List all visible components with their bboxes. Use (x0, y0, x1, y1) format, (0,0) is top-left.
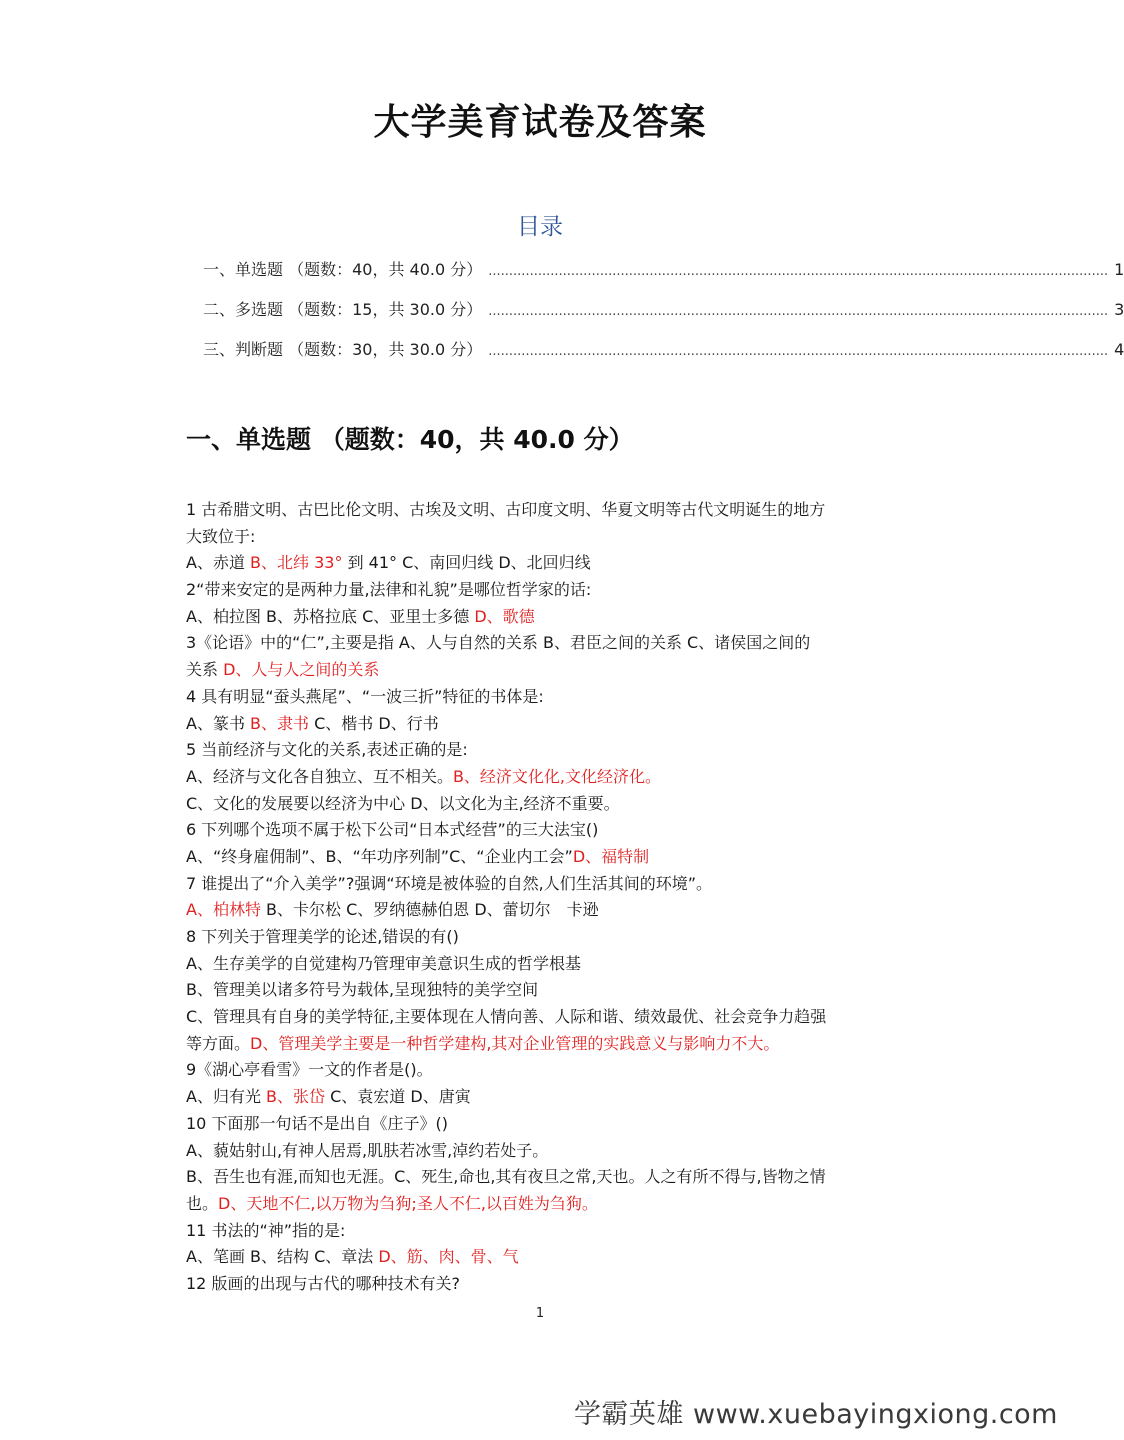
answer-text: D、筋、肉、骨、气 (378, 1247, 519, 1267)
question-line (186, 817, 906, 844)
question-text: 9《湖心亭看雪》一文的作者是()。 (186, 1060, 433, 1080)
question-line (186, 1138, 906, 1165)
question-line (186, 657, 906, 684)
toc-leader-dots: ...................................................................................................................................................... (488, 344, 1109, 359)
question-text: C、管理具有自身的美学特征,主要体现在人情向善、人际和谐、绩效最优、社会竞争力趋强 (186, 1007, 827, 1027)
question-line (186, 897, 906, 924)
question-text: 11 书法的“神”指的是: (186, 1220, 346, 1240)
answer-text: D、管理美学主要是一种哲学建构,其对企业管理的实践意义与影响力不大。 (250, 1033, 780, 1053)
question-text: A、生存美学的自觉建构乃管理审美意识生成的哲学根基 (186, 953, 581, 973)
question-line (186, 844, 906, 871)
toc-entry-page: 1 (1114, 260, 1124, 279)
question-text: 7 谁提出了“介入美学”?强调“环境是被体验的自然,人们生活其间的环境”。 (186, 873, 713, 893)
question-text: 关系 (186, 660, 224, 680)
question-line (186, 550, 906, 577)
answer-text: A、柏林特 (186, 900, 261, 920)
answer-text: D、福特制 (572, 846, 650, 866)
toc-entry-label: 二、多选题 （题数：15，共 30.0 分） (203, 300, 483, 319)
toc-entry-label: 一、单选题 （题数：40，共 40.0 分） (203, 260, 483, 279)
question-line (186, 1004, 906, 1031)
question-line (186, 1084, 906, 1111)
question-text: 10 下面那一句话不是出自《庄子》() (186, 1113, 448, 1133)
answer-text: B、张岱 (266, 1087, 326, 1107)
question-text: A、笔画 B、结构 C、章法 (186, 1247, 379, 1267)
question-line (186, 977, 906, 1004)
question-text: 等方面。 (186, 1033, 251, 1053)
question-text: A、藐姑射山,有神人居焉,肌肤若冰雪,淖约若处子。 (186, 1140, 549, 1160)
question-line (186, 630, 906, 657)
question-text: 4 具有明显“蚕头燕尾”、“一波三折”特征的书体是: (186, 686, 544, 706)
toc-entry-page: 4 (1114, 340, 1124, 359)
site-watermark: 学霸英雄 www.xuebayingxiong.com (573, 1399, 1058, 1430)
answer-text: B、北纬 33° (250, 553, 343, 573)
question-text: 到 41° C、南回归线 D、北回归线 (342, 553, 591, 573)
answer-text: D、歌德 (474, 606, 535, 626)
question-line (186, 524, 906, 551)
question-text: A、归有光 (186, 1087, 267, 1107)
question-line (186, 1164, 906, 1191)
toc-entry[interactable] (203, 337, 1124, 377)
question-line (186, 764, 906, 791)
section-heading: 一、单选题 （题数：40，共 40.0 分） (186, 425, 634, 454)
answer-text: D、人与人之间的关系 (223, 660, 380, 680)
question-line (186, 1218, 906, 1245)
question-text: C、文化的发展要以经济为中心 D、以文化为主,经济不重要。 (186, 793, 620, 813)
toc-entry-label: 三、判断题 （题数：30，共 30.0 分） (203, 340, 483, 359)
question-text: 8 下列关于管理美学的论述,错误的有() (186, 927, 459, 946)
toc-entry[interactable] (203, 297, 1124, 337)
question-text: A、篆书 (186, 713, 251, 733)
question-text: 3《论语》中的“仁”,主要是指 A、人与自然的关系 B、君臣之间的关系 C、诸侯国之间的 (186, 633, 811, 653)
toc-entry-page: 3 (1114, 300, 1124, 319)
answer-text: D、天地不仁,以万物为刍狗;圣人不仁,以百姓为刍狗。 (218, 1193, 598, 1213)
toc-leader-dots: ...................................................................................................................................................... (488, 264, 1109, 279)
question-text: 1 古希腊文明、古巴比伦文明、古埃及文明、古印度文明、华夏文明等古代文明诞生的地方 (186, 500, 826, 519)
question-line (186, 791, 906, 818)
question-text: 6 下列哪个选项不属于松下公司“日本式经营”的三大法宝() (186, 820, 599, 840)
question-text: 大致位于: (186, 526, 256, 546)
answer-text: B、隶书 (250, 713, 310, 733)
question-line (186, 1057, 906, 1084)
question-line (186, 711, 906, 738)
question-text: 也。 (186, 1193, 219, 1213)
question-text: B、卡尔松 C、罗纳德赫伯恩 D、蕾切尔 卡逊 (260, 900, 599, 920)
question-line (186, 1031, 906, 1058)
question-line (186, 951, 906, 978)
question-line (186, 604, 906, 631)
question-text: A、“终身雇佣制”、B、“年功序列制”C、“企业内工会” (186, 846, 573, 866)
question-line (186, 1244, 906, 1271)
question-text: C、楷书 D、行书 (309, 713, 439, 733)
question-text: 2“带来安定的是两种力量,法律和礼貌”是哪位哲学家的话: (186, 580, 592, 600)
question-line (186, 737, 906, 764)
question-text: A、经济与文化各自独立、互不相关。 (186, 766, 453, 786)
question-text: C、袁宏道 D、唐寅 (325, 1087, 471, 1107)
question-text: 12 版画的出现与古代的哪种技术有关? (186, 1273, 460, 1293)
question-line (186, 577, 906, 604)
document-title: 大学美育试卷及答案 (373, 102, 707, 143)
toc-entry[interactable] (203, 257, 1124, 297)
page-number: 1 (535, 1306, 545, 1321)
question-text: 5 当前经济与文化的关系,表述正确的是: (186, 740, 468, 760)
question-text: B、管理美以诸多符号为载体,呈现独特的美学空间 (186, 980, 539, 1000)
question-line (186, 1271, 906, 1298)
question-line (186, 497, 906, 524)
table-of-contents (203, 257, 1124, 377)
toc-heading: 目录 (517, 214, 563, 240)
question-text: A、柏拉图 B、苏格拉底 C、亚里士多德 (186, 606, 475, 626)
question-line (186, 924, 906, 951)
question-line (186, 1191, 906, 1218)
question-list (186, 497, 906, 1298)
question-line (186, 684, 906, 711)
question-text: B、吾生也有涯,而知也无涯。C、死生,命也,其有夜旦之常,天也。人之有所不得与,皆物之情 (186, 1167, 826, 1187)
answer-text: B、经济文化化,文化经济化。 (452, 766, 662, 786)
question-line (186, 1111, 906, 1138)
toc-leader-dots: ...................................................................................................................................................... (488, 304, 1109, 319)
question-text: A、赤道 (186, 553, 251, 573)
question-line (186, 871, 906, 898)
